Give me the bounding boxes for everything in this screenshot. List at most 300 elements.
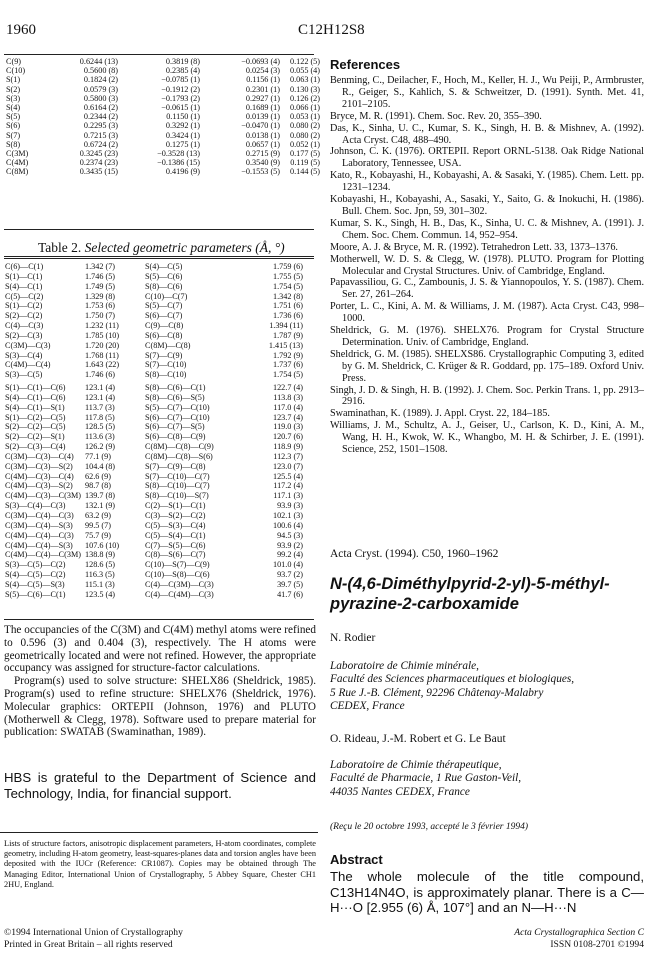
table-cell: S(4)—C(5) <box>145 262 183 271</box>
reference-item: Motherwell, W. D. S. & Clegg, W. (1978). PLUTO. Program for Plotting Molecular and Crystal Structures. Univ. of Cambridge, England. <box>330 253 644 277</box>
table-cell: 138.8 (9) <box>85 550 116 560</box>
table-cell: S(8)—C(10)—C(7) <box>145 481 210 491</box>
table-cell: −0.0693 (4) <box>241 57 280 66</box>
table-cell: 0.1824 (2) <box>83 75 118 85</box>
article-title: N-(4,6-Diméthylpyrid-2-yl)-5-méthyl-pyrazine-2-carboxamide <box>330 575 610 613</box>
table-cell: C(2)—S(1)—C(1) <box>145 501 206 511</box>
table-cell: 0.2927 (1) <box>245 93 280 103</box>
table-row <box>4 149 322 158</box>
table-cell: S(1)—C(2) <box>5 301 43 311</box>
table-row <box>4 331 304 341</box>
table-cell: 126.2 (9) <box>85 442 116 452</box>
table-cell: C(4M)—C(3)—S(2) <box>5 481 73 491</box>
table-cell: S(8) <box>6 139 21 149</box>
affiliation <box>330 759 644 799</box>
table-cell: 1.342 (8) <box>272 291 303 301</box>
table-cell: 1.736 (6) <box>272 311 303 321</box>
table-cell: 98.7 (8) <box>85 481 111 491</box>
acknowledgement: HBS is grateful to the Department of Science and Technology, India, for financial support. <box>4 770 316 801</box>
table-cell: 77.1 (9) <box>85 451 111 461</box>
table-cell: 0.177 (5) <box>289 149 320 159</box>
table-cell: 0.1156 (1) <box>246 75 280 85</box>
affiliation-line: Laboratoire de Chimie minérale, <box>330 660 479 672</box>
page-number: 1960 <box>6 22 36 38</box>
table-cell: 1.746 (6) <box>85 370 116 380</box>
table-cell: 39.7 (5) <box>277 579 303 589</box>
table-row <box>4 442 304 452</box>
table-row <box>4 422 304 432</box>
table-cell: 0.2715 (9) <box>245 149 280 159</box>
table-cell: S(6)—C(8)—C(9) <box>145 432 206 442</box>
reference-item: Sheldrick, G. M. (1985). SHELXS86. Crystallographic Computing 3, edited by G. M. Sheldrick, C. Krüger & R. Goddard, pp. 175–189. Oxford Univ. Press. <box>330 348 644 384</box>
table-cell: 1.792 (9) <box>272 350 303 360</box>
reference-item: Singh, J. D. & Singh, H. B. (1992). J. Chem. Soc. Perkin Trans. 1, pp. 2913–2916. <box>330 384 644 408</box>
table-cell: 0.2344 (2) <box>83 112 118 122</box>
table-cell: C(4M)—C(3)—C(3M) <box>5 491 81 501</box>
table-row <box>4 452 304 462</box>
table-cell: 104.4 (8) <box>85 461 116 471</box>
table-row <box>4 432 304 442</box>
table-cell: C(10)—C(7) <box>145 291 188 301</box>
table-cell: −0.3528 (13) <box>157 149 200 159</box>
table-cell: 125.5 (4) <box>272 471 303 481</box>
table-cell: S(2)—C(2) <box>5 311 43 321</box>
table-cell: 62.6 (9) <box>85 471 111 481</box>
issn-line: ISSN 0108-2701 ©1994 <box>550 938 644 950</box>
table-cell: 123.5 (4) <box>85 589 116 599</box>
table-cell: 100.6 (4) <box>272 520 303 530</box>
table-cell: S(6)—C(7) <box>145 311 183 321</box>
table-cell: −0.0470 (1) <box>241 121 280 131</box>
affiliation-line: Laboratoire de Chimie thérapeutique, <box>330 759 502 771</box>
table-cell: −0.1553 (5) <box>241 167 280 177</box>
table-cell: S(3)—C(5)—C(2) <box>5 560 66 570</box>
table-cell: S(3)—C(4) <box>5 350 43 360</box>
table-cell: C(4M)—C(4) <box>5 360 51 370</box>
table-cell: 123.0 (7) <box>272 461 303 471</box>
table-cell: 93.7 (2) <box>277 570 303 580</box>
table-cell: 0.144 (5) <box>289 167 320 177</box>
table-row <box>4 167 322 176</box>
table-row <box>4 292 304 302</box>
table-cell: S(6) <box>6 121 21 131</box>
table-cell: C(4M)—C(4)—S(3) <box>5 540 73 550</box>
table-cell: 0.1275 (1) <box>165 139 200 149</box>
table-cell: C(10)—S(8)—C(6) <box>145 570 210 580</box>
table-cell: 113.7 (3) <box>85 402 115 412</box>
table-rule <box>4 258 314 259</box>
table-cell: 117.8 (5) <box>85 412 115 422</box>
reference-item: Kobayashi, H., Kobayashi, A., Sasaki, Y., Saito, G. & Inokuchi, H. (1986). Bull. Chem. Soc. Jpn, 59, 301–302. <box>330 194 644 217</box>
table-cell: S(6)—C(8) <box>145 330 183 340</box>
table-cell: 0.053 (1) <box>289 112 320 122</box>
table-cell: 0.3245 (23) <box>79 149 118 159</box>
table-cell: S(5)—C(7)—C(10) <box>145 402 210 412</box>
table-cell: 139.7 (8) <box>85 491 116 501</box>
table-cell: 0.066 (1) <box>289 103 320 113</box>
table-cell: −0.1386 (15) <box>157 158 200 168</box>
table-cell: C(3M)—C(3)—C(4) <box>5 451 74 461</box>
table-cell: C(5)—S(3)—C(4) <box>145 520 206 530</box>
table-cell: −0.1793 (2) <box>161 93 200 103</box>
table-row <box>4 531 304 541</box>
affiliation <box>330 660 644 714</box>
table-cell: 1.755 (5) <box>272 271 303 281</box>
table-cell: 107.6 (10) <box>85 540 120 550</box>
table-cell: 1.787 (9) <box>272 330 303 340</box>
table-cell: 132.1 (9) <box>85 501 116 511</box>
table-cell: 0.5600 (8) <box>83 66 118 76</box>
reference-item: Kato, R., Kobayashi, H., Kobayashi, A. & Sasaki, Y. (1985). Chem. Lett. pp. 1231–1234. <box>330 170 644 194</box>
table-cell: −0.0785 (1) <box>161 75 200 85</box>
table-row <box>4 413 304 423</box>
table-row <box>4 383 304 393</box>
table-cell: 0.3540 (9) <box>245 158 280 168</box>
table-cell: 0.1150 (1) <box>166 112 200 122</box>
table-cell: 1.753 (6) <box>85 301 116 311</box>
table2-caption <box>38 240 285 256</box>
table-cell: S(7)—C(10) <box>145 360 187 370</box>
table-row <box>4 570 304 580</box>
table-cell: 0.4196 (9) <box>165 167 200 177</box>
reference-item: Papavassiliou, G. C., Zambounis, J. S. & Yiannopoulos, Y. S. (1987). Chem. Ser. 27, 261–264. <box>330 277 644 301</box>
table-cell: S(7)—C(9) <box>145 350 183 360</box>
table-cell: S(2)—C(3) <box>5 330 43 340</box>
table-cell: S(6)—C(7)—C(10) <box>145 412 210 422</box>
table-cell: 0.2385 (4) <box>165 66 200 76</box>
table-cell: 75.7 (9) <box>85 530 111 540</box>
author-line: O. Rideau, J.-M. Robert et G. Le Baut <box>330 733 506 745</box>
table-cell: C(5)—C(2) <box>5 291 44 301</box>
table-cell: 1.342 (7) <box>85 262 116 271</box>
table-cell: C(3)—S(2)—C(2) <box>145 510 206 520</box>
table-cell: S(1) <box>6 75 21 85</box>
table-cell: S(4)—C(1)—S(1) <box>5 402 65 412</box>
table-cell: 0.063 (1) <box>289 75 320 85</box>
references-heading: References <box>330 57 401 72</box>
table-cell: 123.1 (4) <box>85 383 116 392</box>
table-cell: S(5)—C(6)—C(1) <box>5 589 66 599</box>
copyright-footer <box>4 927 183 950</box>
table-row <box>4 511 304 521</box>
table-row <box>4 321 304 331</box>
table-cell: 1.643 (22) <box>85 360 120 370</box>
table-row <box>4 94 322 103</box>
table-cell: 0.3424 (1) <box>165 130 200 140</box>
coordinates-table <box>4 57 322 177</box>
table-cell: 1.768 (11) <box>85 350 119 360</box>
table-row <box>4 462 304 472</box>
table-row <box>4 272 304 282</box>
table-cell: S(5)—C(6) <box>145 271 183 281</box>
table-cell: 122.7 (4) <box>272 383 303 392</box>
table-cell: S(1)—C(1) <box>5 271 43 281</box>
table-cell: 120.7 (6) <box>272 432 303 442</box>
table-cell: 93.9 (3) <box>277 501 303 511</box>
table-cell: 93.9 (2) <box>277 540 303 550</box>
body-text <box>4 624 316 739</box>
table-cell: S(2) <box>6 84 21 94</box>
table-row <box>4 66 322 75</box>
table-rule <box>4 619 314 620</box>
table-row <box>4 580 304 590</box>
table-cell: 0.7215 (3) <box>83 130 118 140</box>
table-row <box>4 140 322 149</box>
table-cell: 0.055 (4) <box>289 66 320 76</box>
table-cell: 0.126 (2) <box>289 93 320 103</box>
table-cell: 123.7 (4) <box>272 412 303 422</box>
table-cell: C(4)—C(3M)—C(3) <box>145 579 214 589</box>
table-rule <box>4 54 314 55</box>
table-row <box>4 550 304 560</box>
table-cell: S(2)—C(2)—S(1) <box>5 432 65 442</box>
table-cell: 117.1 (3) <box>273 491 303 501</box>
received-date: (Reçu le 20 octobre 1993, accepté le 3 février 1994) <box>330 822 529 832</box>
table-cell: 94.5 (3) <box>277 530 303 540</box>
table-cell: C(3M)—C(4)—C(3) <box>5 510 74 520</box>
table-cell: S(7)—C(10)—C(7) <box>145 471 210 481</box>
table-cell: S(4)—C(1) <box>5 281 43 291</box>
table-cell: C(8M)—C(8)—C(9) <box>145 442 214 452</box>
table-cell: S(7) <box>6 130 21 140</box>
table-cell: 1.759 (6) <box>272 262 303 271</box>
abstract-text: The whole molecule of the title compound, C13H14N4O, is approximately planar. There is a C—H···O [2.955 (6) Å, 107°] and an N—H···N <box>330 869 644 915</box>
table-cell: S(1)—C(1)—C(6) <box>5 383 66 392</box>
table-cell: 99.2 (4) <box>277 550 303 560</box>
table-cell: 1.751 (6) <box>272 301 303 311</box>
table-cell: C(3M)—C(4)—S(3) <box>5 520 73 530</box>
reference-item: Porter, L. C., Kini, A. M. & Williams, J. M. (1987). Acta Cryst. C43, 998–1000. <box>330 301 644 325</box>
table-row <box>4 491 304 501</box>
table-cell: 0.080 (2) <box>289 130 320 140</box>
table-cell: 0.0579 (3) <box>83 84 118 94</box>
table-cell: 119.0 (3) <box>273 422 303 432</box>
table-cell: S(4) <box>6 103 21 113</box>
table-cell: S(8)—C(10)—S(7) <box>145 491 209 501</box>
table-cell: 1.754 (5) <box>272 281 303 291</box>
table-cell: 117.2 (4) <box>273 481 303 491</box>
table-row <box>4 75 322 84</box>
table-cell: C(10) <box>6 66 26 76</box>
table-cell: 0.130 (3) <box>289 84 320 94</box>
table-row <box>4 121 322 130</box>
table-row <box>4 351 304 361</box>
table-cell: 118.9 (9) <box>273 442 303 452</box>
table-cell: C(5)—S(4)—C(1) <box>145 530 206 540</box>
table-cell: C(3M)—C(3)—S(2) <box>5 461 73 471</box>
table-cell: C(8)—S(6)—C(7) <box>145 550 206 560</box>
table-cell: S(3)—C(4)—C(3) <box>5 501 66 511</box>
table-cell: 0.6244 (13) <box>79 57 118 66</box>
table-cell: 0.3819 (8) <box>165 57 200 66</box>
table-cell: 1.232 (11) <box>85 321 119 331</box>
affiliation-line: Faculté des Sciences pharmaceutiques et biologiques, <box>330 673 575 686</box>
reference-item: Williams, J. M., Schultz, A. J., Geiser, U., Carlson, K. D., Kini, A. M., Wang, H. H., Kwok, W. K., Whangbo, M. H. & Schirber, J. E. (1991). Science, 252, 1501–1508. <box>330 420 644 456</box>
table-cell: S(1)—C(2)—C(5) <box>5 412 66 422</box>
bond-lengths-table <box>4 262 304 380</box>
table-cell: 101.0 (4) <box>272 560 303 570</box>
reference-item: Das, K., Sinha, U. C., Kumar, S. K., Singh, H. B. & Mishnev, A. (1992). Acta Cryst. C48, 488–490. <box>330 122 644 146</box>
table-cell: C(4)—C(3) <box>5 321 44 331</box>
table-cell: S(5)—C(7) <box>145 301 183 311</box>
table-cell: C(4)—C(4M)—C(3) <box>145 589 214 599</box>
table-cell: 102.1 (3) <box>272 510 303 520</box>
table-cell: S(7)—C(9)—C(8) <box>145 461 206 471</box>
table-cell: 0.5800 (3) <box>83 93 118 103</box>
table-cell: 0.2374 (23) <box>79 158 118 168</box>
table-cell: S(5) <box>6 112 21 122</box>
table-cell: S(8)—C(6)—C(1) <box>145 383 206 392</box>
table2-label: Table 2. <box>38 240 82 255</box>
table-cell: 0.119 (5) <box>290 158 320 168</box>
table-cell: C(9) <box>6 57 22 66</box>
reference-item: Kumar, S. K., Singh, H. B., Das, K., Sinha, U. C. & Mishnev, A. (1991). J. Chem. Soc. Chem. Commun. 14, 952–954. <box>330 217 644 241</box>
table-row <box>4 282 304 292</box>
table-row <box>4 158 322 167</box>
table-cell: C(8M)—C(8)—S(6) <box>145 451 213 461</box>
table-cell: 0.122 (5) <box>289 57 320 66</box>
table-cell: C(9)—C(8) <box>145 321 184 331</box>
table-row <box>4 541 304 551</box>
table-cell: 1.746 (5) <box>85 271 116 281</box>
table-row <box>4 85 322 94</box>
table-row <box>4 590 304 600</box>
table-cell: C(4M)—C(4)—C(3M) <box>5 550 81 560</box>
journal-section: Acta Crystallographica Section C <box>514 927 644 938</box>
table-cell: 1.394 (11) <box>269 321 303 331</box>
table-cell: 116.3 (5) <box>85 570 115 580</box>
table-cell: 63.2 (9) <box>85 510 111 520</box>
table-cell: 99.5 (7) <box>85 520 111 530</box>
author-line: N. Rodier <box>330 632 376 644</box>
table-cell: C(8M) <box>6 167 29 177</box>
table-row <box>4 311 304 321</box>
copyright-line: ©1994 International Union of Crystallography <box>4 927 183 938</box>
running-formula: C12H12S8 <box>298 22 365 38</box>
affiliation-line: CEDEX, France <box>330 700 405 713</box>
reference-item: Johnson, C. K. (1976). ORTEPII. Report ORNL-5138. Oak Ridge National Laboratory, Tennessee, USA. <box>330 146 644 170</box>
table-cell: 1.754 (5) <box>272 370 303 380</box>
journal-footer <box>484 927 644 950</box>
table-row <box>4 341 304 351</box>
table-row <box>4 360 304 370</box>
table-cell: 0.0139 (1) <box>245 112 280 122</box>
table-cell: 112.3 (7) <box>273 451 303 461</box>
journal-citation: Acta Cryst. (1994). C50, 1960–1962 <box>330 548 499 560</box>
table-cell: 0.3292 (1) <box>165 121 200 131</box>
table-cell: S(4)—C(5)—S(3) <box>5 579 65 589</box>
table-cell: C(10)—S(7)—C(9) <box>145 560 210 570</box>
reference-item: Moore, A. J. & Bryce, M. R. (1992). Tetrahedron Lett. 33, 1373–1376. <box>330 241 618 253</box>
table-cell: S(3)—C(5) <box>5 370 43 380</box>
affiliation-line: Faculté de Pharmacie, 1 Rue Gaston-Veil, <box>330 772 522 785</box>
table-cell: 0.0254 (3) <box>245 66 280 76</box>
table-cell: S(4)—C(1)—C(6) <box>5 392 66 402</box>
table-cell: 0.2295 (3) <box>83 121 118 131</box>
table-cell: C(4M)—C(4)—C(3) <box>5 530 74 540</box>
table-cell: S(8)—C(6) <box>145 281 183 291</box>
table-row <box>4 131 322 140</box>
deposition-note: Lists of structure factors, anisotropic displacement parameters, H-atom coordinates, complete geometry, including H-atom geometry, least-squares-planes data and torsion angles have been deposited with the IUCr (Reference: CR1087). Copies may be obtained through The Managing Editor, International Union of Crystallography, 5 Abbey Square, Chester CH1 2HU, England. <box>4 839 316 889</box>
table-cell: 0.0657 (1) <box>245 139 280 149</box>
table-cell: 0.2301 (1) <box>245 84 280 94</box>
table-cell: 0.1689 (1) <box>245 103 280 113</box>
table-cell: 1.737 (6) <box>272 360 303 370</box>
table-cell: 1.329 (8) <box>85 291 116 301</box>
table-cell: S(6)—C(7)—S(5) <box>145 422 205 432</box>
table-cell: 1.750 (7) <box>85 311 116 321</box>
table-row <box>4 472 304 482</box>
table-cell: C(4M) <box>6 158 29 168</box>
table-cell: 0.6724 (2) <box>83 139 118 149</box>
table-cell: S(2)—C(3)—C(4) <box>5 442 66 452</box>
table-row <box>4 521 304 531</box>
references-list <box>330 75 644 456</box>
table-cell: 41.7 (6) <box>277 589 303 599</box>
table-rule <box>4 229 314 230</box>
table-row <box>4 112 322 121</box>
table-cell: 0.6164 (2) <box>83 103 118 113</box>
affiliation-line: 44035 Nantes CEDEX, France <box>330 785 470 798</box>
table2-title: Selected geometric parameters (Å, °) <box>84 240 285 255</box>
reference-item: Sheldrick, G. M. (1976). SHELX76. Program for Crystal Structure Determination. Univ. of Cambridge, England. <box>330 325 644 348</box>
table-row <box>4 560 304 570</box>
table-row <box>4 301 304 311</box>
table-cell: C(6)—C(1) <box>5 262 44 271</box>
reference-item: Bryce, M. R. (1991). Chem. Soc. Rev. 20, 355–390. <box>330 110 542 122</box>
footnote-rule <box>0 832 318 833</box>
affiliation-line: 5 Rue J.-B. Clément, 92296 Châtenay-Malabry <box>330 686 544 699</box>
table-cell: C(8M)—C(8) <box>145 340 191 350</box>
paragraph: The occupancies of the C(3M) and C(4M) methyl atoms were refined to 0.596 (3) and 0.404 (3), respectively. The H atoms were geometrically located and were not refined. However, the appropriate occupancy was assigned for structure-factor calculations. <box>4 624 316 675</box>
printed-line: Printed in Great Britain – all rights reserved <box>4 938 173 950</box>
table-rule <box>4 256 314 257</box>
table-row <box>4 370 304 380</box>
table-cell: −0.0615 (1) <box>161 103 200 113</box>
table-cell: S(8)—C(10) <box>145 370 187 380</box>
table-cell: 128.5 (5) <box>85 422 116 432</box>
table-cell: 1.749 (5) <box>85 281 116 291</box>
table-cell: 1.785 (10) <box>85 330 120 340</box>
table-cell: S(8)—C(6)—S(5) <box>145 392 205 402</box>
table-cell: 0.052 (1) <box>289 139 320 149</box>
table-cell: C(4M)—C(3)—C(4) <box>5 471 74 481</box>
table-row <box>4 403 304 413</box>
table-cell: 0.0138 (1) <box>245 130 280 140</box>
table-cell: 0.080 (2) <box>289 121 320 131</box>
paragraph: Program(s) used to solve structure: SHELX86 (Sheldrick, 1985). Program(s) used to refine structure: SHELX76 (Sheldrick, 1976). Molecular graphics: ORTEPII (Johnson, 1976) and PLUTO (Motherwell & Clegg, 1978). Software used to prepare material for publication: SWATAB (Swaminathan, 1989). <box>4 675 316 739</box>
reference-item: Benming, C., Deilacher, F., Hoch, M., Keller, H. J., Wu Peiji, P., Armbruster, R., Geiger, S., Kahlich, S. & Schweitzer, D. (1991). Synth. Met. 41, 2101–2105. <box>330 75 644 110</box>
table-row <box>4 501 304 511</box>
reference-item: Swaminathan, K. (1989). J. Appl. Cryst. 22, 184–185. <box>330 408 550 420</box>
abstract-heading: Abstract <box>330 852 383 867</box>
table-row <box>4 57 322 66</box>
table-cell: −0.1912 (2) <box>161 84 200 94</box>
table-cell: C(7)—S(5)—C(6) <box>145 540 206 550</box>
table-cell: 117.0 (4) <box>273 402 303 412</box>
table-cell: 115.1 (3) <box>85 579 115 589</box>
bond-angles-table <box>4 383 304 600</box>
table-cell: 113.8 (3) <box>273 392 303 402</box>
table-cell: S(4)—C(5)—C(2) <box>5 570 66 580</box>
table-cell: 113.6 (3) <box>85 432 115 442</box>
table-row <box>4 103 322 112</box>
table-row <box>4 393 304 403</box>
table-cell: 1.415 (13) <box>268 340 303 350</box>
table-cell: 0.3435 (15) <box>79 167 118 177</box>
table-cell: 1.720 (20) <box>85 340 120 350</box>
table-cell: S(3) <box>6 93 21 103</box>
